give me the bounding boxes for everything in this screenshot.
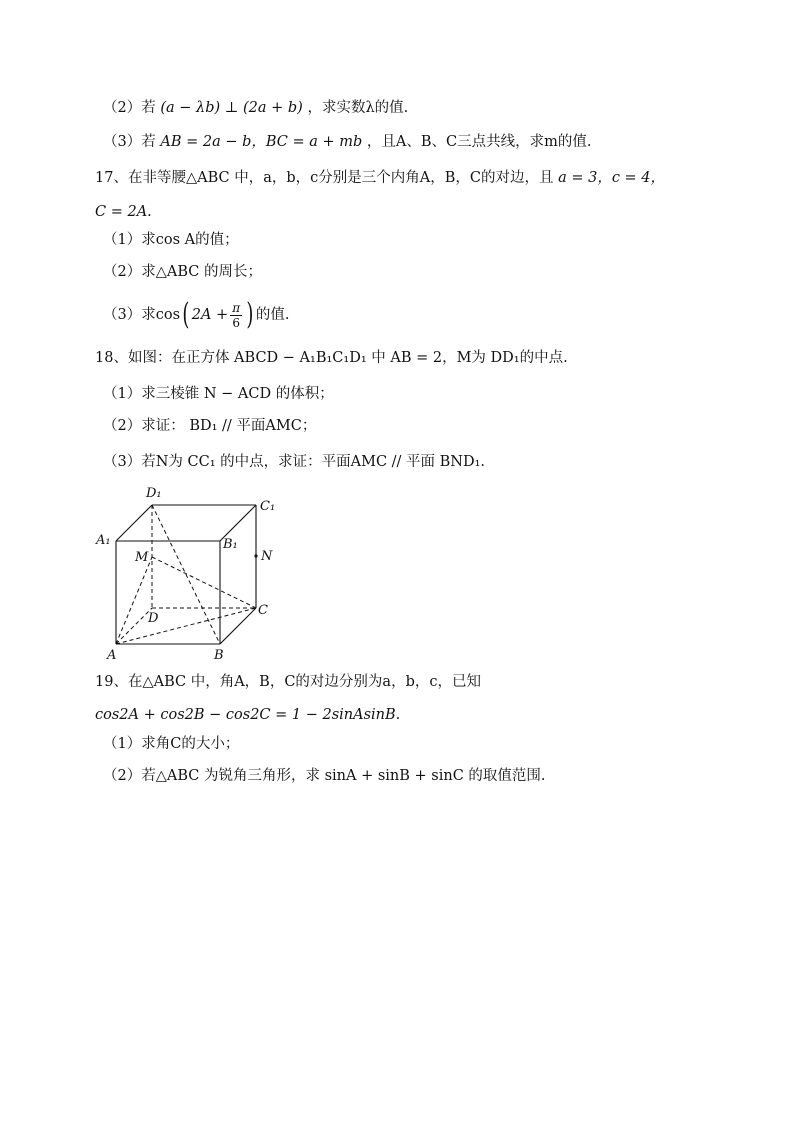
label-c1: C₁	[260, 499, 276, 514]
label-d: D	[148, 611, 159, 626]
q18-part-2: （2）求证： BD₁ // 平面AMC；	[103, 418, 317, 434]
label-a: A	[107, 648, 117, 663]
q18-stem: 18、如图：在正方体 ABCD − A₁B₁C₁D₁ 中 AB = 2，M为 DD₁的中点.	[95, 350, 568, 366]
q17-p3-prefix: （3）求cos	[103, 307, 181, 323]
label-m: M	[135, 550, 149, 565]
label-n: N	[261, 549, 273, 564]
fraction-denominator: 6	[232, 315, 240, 330]
q17-part-1: （1）求cos A的值；	[103, 232, 239, 248]
q17-part-3	[103, 298, 289, 332]
item-2-math: (a − λb) ⊥ (2a + b)	[160, 100, 303, 116]
q19-part-1: （1）求角C的大小；	[103, 736, 240, 752]
cube-figure	[90, 480, 290, 665]
q17-given: a = 3，c = 4，	[558, 170, 666, 186]
item-2-suffix: ，求实数λ的值.	[307, 100, 409, 116]
q17-part-2: （2）求△ABC 的周长；	[103, 264, 262, 280]
label-a1: A₁	[96, 533, 111, 548]
q17-cond-math: C = 2A.	[95, 204, 152, 220]
q17-p3-suffix: 的值.	[255, 307, 290, 323]
q17-p3-inner: 2A +	[191, 307, 229, 323]
q19-part-2: （2）若△ABC 为锐角三角形，求 sinA + sinB + sinC 的取值范围.	[103, 768, 546, 784]
q18-part-1: （1）求三棱锥 N − ACD 的体积；	[103, 386, 334, 402]
q19-eq-math: cos2A + cos2B − cos2C = 1 − 2sinAsinB.	[95, 707, 401, 723]
pi-over-6-fraction	[230, 301, 242, 330]
point-n	[254, 554, 257, 557]
q19-equation	[95, 705, 400, 725]
label-d1: D₁	[146, 486, 162, 501]
item-3	[103, 132, 592, 152]
fraction-numerator: π	[232, 300, 241, 315]
item-2-prefix: （2）若	[103, 100, 156, 116]
q17-stem-text: 17、在非等腰△ABC 中，a，b，c分别是三个内角A，B，C的对边，且	[95, 170, 554, 186]
item-3-math: AB = 2a − b，BC = a + mb	[160, 134, 363, 150]
item-3-prefix: （3）若	[103, 134, 156, 150]
q18-part-3: （3）若N为 CC₁ 的中点，求证：平面AMC // 平面 BND₁.	[103, 454, 486, 470]
q19-stem: 19、在△ABC 中，角A，B，C的对边分别为a，b，c，已知	[95, 674, 481, 690]
left-paren: (	[182, 297, 190, 332]
item-3-suffix: ，且A、B、C三点共线，求m的值.	[366, 134, 592, 150]
q17-condition	[95, 202, 152, 222]
item-2	[103, 98, 408, 118]
right-paren: )	[246, 297, 254, 332]
q17-stem	[95, 168, 665, 188]
label-c: C	[258, 603, 268, 618]
label-b1: B₁	[223, 537, 238, 552]
label-b: B	[214, 648, 224, 663]
